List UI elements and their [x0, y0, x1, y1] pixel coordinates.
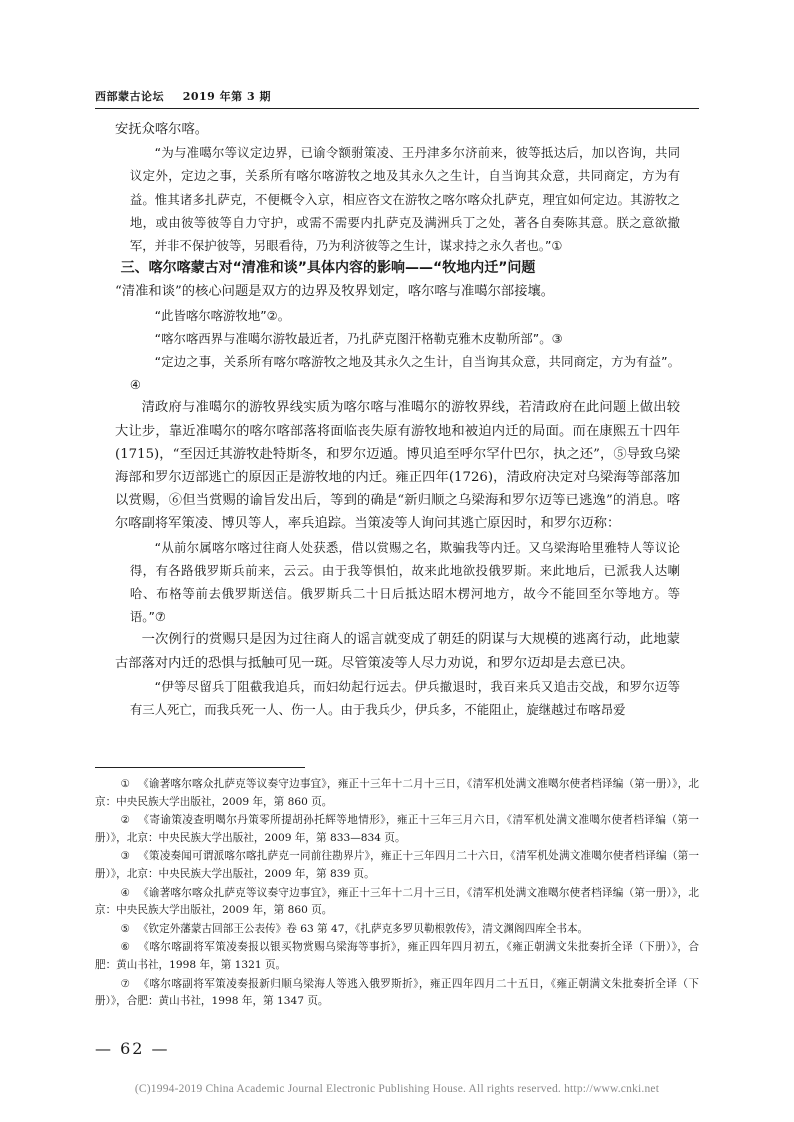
- lead-line: 安抚众喀尔喀。: [115, 122, 209, 137]
- footnote-mark: ⑤: [120, 922, 130, 935]
- footnote: [95, 812, 699, 847]
- footnote-rule: [95, 767, 305, 768]
- quote-5: “伊等尽留兵丁阻截我追兵，而妇幼起行远去。伊兵撤退时，我百来兵又追击交战，和罗尔迈等有三人死亡，而我兵死一人、伤一人。由于我兵少，伊兵多，不能阻止，旋继越过布喀昂爱: [129, 678, 680, 718]
- footnote-text: 《谕著喀尔喀众扎萨克等议奏守边事宜》，雍正十三年十二月十三日，《清军机处满文准噶尔使者档译编（第一册）》，北京：中央民族大学出版社，2009 年，第 860 页。: [95, 778, 699, 808]
- quote-2: “喀尔喀西界与准噶尔游牧最近者，乃扎萨克图汗格勒克雅木皮勒所部”。③: [154, 330, 563, 346]
- quote-3: “定边之事，关系所有喀尔喀游牧之地及其永久之生计，自当询其众意，共同商定，方为有益”。④: [129, 354, 680, 393]
- edict-quote: “为与准噶尔等议定边界，已谕令额驸策凌、王丹津多尔济前来，彼等抵达后，加以咨询，共同议定外，定边之事，关系所有喀尔喀游牧之地及其永久之生计，自当询其众意，共同商定，方为有益。惟其诸多扎萨克，不便概令入京，相应咨文在游牧之喀尔喀众扎萨克，理宜如何定边。其游牧之地，或由彼等彼等自力守护，或需不需要内扎萨克及满洲兵丁之处，著各自奏陈其意。朕之意欲撤军，并非不保护彼等，另眼看待，乃为利济彼等之生计，谋求持之永久者也。”①: [129, 145, 680, 254]
- footnote-text: 《钦定外藩蒙古回部王公表传》卷 63 第 47，《扎萨克多罗贝勒根敦传》，清文渊阁四库全书本。: [137, 922, 589, 935]
- footnote: [95, 776, 699, 811]
- header-rule: [95, 108, 699, 109]
- footnote: [95, 939, 699, 974]
- footnote: [95, 885, 699, 920]
- journal-name: 西部蒙古论坛: [95, 90, 164, 103]
- paragraph-main: 清政府与准噶尔的游牧界线实质为喀尔喀与准噶尔的游牧界线，若清政府在此问题上做出较大让步，靠近准噶尔的喀尔喀部落将面临丧失原有游牧地和被迫内迁的局面。而在康熙五十四年(1715)，“至因迁其游牧赴特斯冬，和罗尔迈遁。博贝追至呼尔罕什巴尔，执之还”，⑤导致乌梁海部和罗尔迈部逃亡的原因正是游牧地的内迁。雍正四年(1726)，清政府决定对乌梁海等部落加以赏赐，⑥但当赏赐的谕旨发出后，等到的确是“新归顺之乌梁海和罗尔迈等已逃逸”的消息。喀尔喀副将军策凌、博贝等人，率兵追踪。当策凌等人询问其逃亡原因时，和罗尔迈称：: [115, 400, 680, 532]
- issue-label: 2019 年第 3 期: [182, 90, 271, 103]
- footnote-mark: ④: [120, 886, 130, 899]
- footnote-text: 《喀尔喀副将军策凌奏报新归顺乌梁海人等逃入俄罗斯折》，雍正四年四月二十五日，《雍正朝满文朱批奏折全译（下册）》，合肥：黄山书社，1998 年，第 1347 页。: [95, 977, 699, 1008]
- footnote-text: 《喀尔喀副将军策凌奏报以银买物赏赐乌梁海等事折》，雍正四年四月初五，《雍正朝满文朱批奏折全译（下册）》，合肥：黄山书社，1998 年，第 1321 页。: [95, 941, 699, 971]
- footnote-mark: ⑥: [120, 941, 130, 954]
- footnote-mark: ③: [120, 850, 130, 863]
- article-body: [115, 118, 680, 721]
- footnote-text: 《寄谕策凌查明噶尔丹策零所提胡孙托辉等地情形》，雍正十三年三月六日，《清军机处满文准噶尔使者档译编（第一册）》，北京：中央民族大学出版社，2009 年，第 833—834 页。: [95, 814, 699, 844]
- footnote: [95, 976, 699, 1011]
- running-header: [95, 88, 699, 104]
- footnote-mark: ①: [120, 778, 130, 790]
- footnote-text: 《谕著喀尔喀众扎萨克等议奏守边事宜》，雍正十三年十二月十三日，《清军机处满文准噶尔使者档译编（第一册）》，北京：中央民族大学出版社，2009 年，第 860 页。: [95, 886, 699, 917]
- footnote: [95, 921, 699, 939]
- quote-4: “从前尔属喀尔喀过往商人处获悉，借以赏赐之名，欺骗我等内迁。又乌梁海哈里雅特人等议论得，有各路俄罗斯兵前来，云云。由于我等惧怕，故来此地欲投俄罗斯。来此地后，已派我人达喇哈、布格等前去俄罗斯送信。俄罗斯兵二十日后抵达昭木楞河地方，故今不能回至尔等地方。等语。”⑦: [129, 539, 680, 625]
- footnotes: [95, 776, 699, 1012]
- footnote-mark: ②: [120, 814, 130, 827]
- section-heading: 三、喀尔喀蒙古对“清准和谈”具体内容的影响——“牧地内迁”问题: [120, 260, 536, 277]
- page-number: — 62 —: [95, 1039, 170, 1058]
- paragraph-after: 一次例行的赏赐只是因为过往商人的谣言就变成了朝廷的阴谋与大规模的逃离行动，此地蒙古部落对内迁的恐惧与抵触可见一斑。尽管策凌等人尽力劝说，和罗尔迈却是去意已决。: [115, 632, 680, 671]
- paragraph-core-issue: “清准和谈”的核心问题是双方的边界及牧界划定，喀尔喀与准噶尔部接壤。: [115, 284, 555, 300]
- copyright-line: (C)1994-2019 China Academic Journal Electronic Publishing House. All rights reserved. http://www.cnki.net: [134, 1083, 660, 1095]
- footnote: [95, 848, 699, 883]
- footnote-text: 《策凌奏闻可谓派喀尔喀扎萨克一同前往勘界片》，雍正十三年四月二十六日，《清军机处满文准噶尔使者档译编（第一册）》，北京：中央民族大学出版社，2009 年，第 839 页。: [95, 850, 699, 880]
- quote-1: “此皆喀尔喀游牧地”②。: [154, 307, 291, 323]
- footnote-mark: ⑦: [120, 977, 130, 990]
